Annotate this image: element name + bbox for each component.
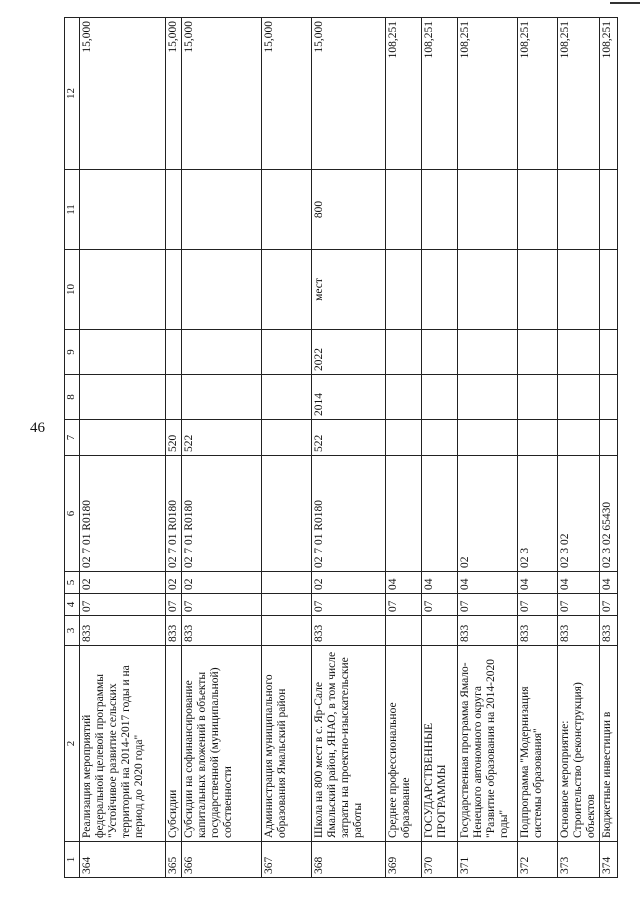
- cell-item-name: Субсидии: [166, 646, 182, 842]
- cell-item-name: Подпрограмма "Модернизация системы образования": [518, 646, 558, 842]
- column-header-6: 6: [65, 456, 80, 572]
- cell-start-year: [262, 375, 312, 420]
- cell-item-name: Государственная программа Ямало-Ненецкого автономного округа "Развитие образования на 2014-2020 годы": [458, 646, 518, 842]
- cell-section-code: 07: [166, 594, 182, 616]
- cell-start-year: [600, 375, 618, 420]
- cell-amount: 15,000: [262, 18, 312, 170]
- cell-subsection-code: 02: [182, 572, 262, 594]
- cell-amount: 108,251: [458, 18, 518, 170]
- cell-amount: 15,000: [80, 18, 166, 170]
- cell-end-year: [166, 330, 182, 375]
- cell-capacity: [182, 170, 262, 250]
- cell-amount: 15,000: [182, 18, 262, 170]
- table-row: [312, 18, 386, 878]
- table-row: [458, 18, 518, 878]
- cell-expense-type: [386, 420, 422, 456]
- cell-capacity: [166, 170, 182, 250]
- cell-expense-type: [422, 420, 458, 456]
- cell-capacity: [558, 170, 600, 250]
- table-row: [166, 18, 182, 878]
- cell-amount: 15,000: [166, 18, 182, 170]
- cell-unit: [182, 250, 262, 330]
- cell-capacity: [458, 170, 518, 250]
- cell-code-833: 833: [558, 616, 600, 646]
- cell-start-year: [458, 375, 518, 420]
- cell-amount: 108,251: [558, 18, 600, 170]
- column-header-9: 9: [65, 330, 80, 375]
- cell-end-year: [558, 330, 600, 375]
- cell-section-code: 07: [182, 594, 262, 616]
- cell-start-year: [558, 375, 600, 420]
- cell-row-number: 372: [518, 842, 558, 878]
- cell-target-article: 02 7 01 R0180: [80, 456, 166, 572]
- cell-capacity: [600, 170, 618, 250]
- cell-item-name: Субсидии на софинансирование капитальных вложений в объекты государственной (муниципальной) собственности: [182, 646, 262, 842]
- cell-target-article: [386, 456, 422, 572]
- column-header-5: 5: [65, 572, 80, 594]
- cell-code-833: 833: [166, 616, 182, 646]
- cell-amount: 108,251: [386, 18, 422, 170]
- cell-end-year: [422, 330, 458, 375]
- column-header-10: 10: [65, 250, 80, 330]
- cell-start-year: [80, 375, 166, 420]
- cell-end-year: [458, 330, 518, 375]
- cell-expense-type: 520: [166, 420, 182, 456]
- cell-row-number: 371: [458, 842, 518, 878]
- cell-row-number: 365: [166, 842, 182, 878]
- cell-expense-type: [80, 420, 166, 456]
- cell-amount: 108,251: [600, 18, 618, 170]
- cell-code-833: 833: [518, 616, 558, 646]
- cell-code-833: [386, 616, 422, 646]
- cell-unit: [518, 250, 558, 330]
- cell-capacity: [262, 170, 312, 250]
- cell-end-year: [518, 330, 558, 375]
- cell-subsection-code: 02: [312, 572, 386, 594]
- cell-code-833: [422, 616, 458, 646]
- cell-unit: [262, 250, 312, 330]
- cell-subsection-code: 04: [458, 572, 518, 594]
- cell-target-article: 02 7 01 R0180: [166, 456, 182, 572]
- cell-amount: 108,251: [422, 18, 458, 170]
- cell-item-name: Администрация муниципального образования Ямальский район: [262, 646, 312, 842]
- column-header-3: 3: [65, 616, 80, 646]
- cell-start-year: [386, 375, 422, 420]
- table-row: [518, 18, 558, 878]
- cell-subsection-code: [262, 572, 312, 594]
- cell-section-code: 07: [312, 594, 386, 616]
- cell-section-code: 07: [422, 594, 458, 616]
- cell-unit: мест: [312, 250, 386, 330]
- cell-subsection-code: 04: [422, 572, 458, 594]
- table-row: [386, 18, 422, 878]
- table-body: [80, 18, 618, 878]
- cell-end-year: [262, 330, 312, 375]
- column-header-2: 2: [65, 646, 80, 842]
- cell-code-833: 833: [600, 616, 618, 646]
- table-row: [558, 18, 600, 878]
- cell-code-833: 833: [80, 616, 166, 646]
- cell-end-year: 2022: [312, 330, 386, 375]
- cell-code-833: 833: [458, 616, 518, 646]
- cell-end-year: [80, 330, 166, 375]
- cell-start-year: 2014: [312, 375, 386, 420]
- cell-start-year: [422, 375, 458, 420]
- column-header-12: 12: [65, 18, 80, 170]
- cell-row-number: 368: [312, 842, 386, 878]
- cell-code-833: 833: [312, 616, 386, 646]
- cell-expense-type: [458, 420, 518, 456]
- cell-target-article: [422, 456, 458, 572]
- cell-section-code: 07: [558, 594, 600, 616]
- column-header-11: 11: [65, 170, 80, 250]
- cell-expense-type: [600, 420, 618, 456]
- cell-expense-type: [262, 420, 312, 456]
- budget-table: [64, 17, 618, 878]
- cell-expense-type: [518, 420, 558, 456]
- cell-unit: [386, 250, 422, 330]
- corner-mark: [610, 2, 640, 4]
- cell-section-code: 07: [600, 594, 618, 616]
- cell-target-article: 02 3 02 65430: [600, 456, 618, 572]
- cell-start-year: [182, 375, 262, 420]
- header-row: [65, 18, 80, 878]
- cell-row-number: 374: [600, 842, 618, 878]
- cell-unit: [458, 250, 518, 330]
- cell-row-number: 364: [80, 842, 166, 878]
- table-row: [80, 18, 166, 878]
- column-header-1: 1: [65, 842, 80, 878]
- cell-unit: [422, 250, 458, 330]
- cell-code-833: [262, 616, 312, 646]
- table-row: [182, 18, 262, 878]
- cell-item-name: Среднее профессиональное образование: [386, 646, 422, 842]
- cell-start-year: [518, 375, 558, 420]
- cell-row-number: 370: [422, 842, 458, 878]
- cell-item-name: Бюджетные инвестиции в: [600, 646, 618, 842]
- cell-section-code: 07: [386, 594, 422, 616]
- cell-section-code: 07: [458, 594, 518, 616]
- cell-code-833: 833: [182, 616, 262, 646]
- cell-target-article: 02 3 02: [558, 456, 600, 572]
- table-row: [600, 18, 618, 878]
- cell-row-number: 366: [182, 842, 262, 878]
- cell-target-article: [262, 456, 312, 572]
- table-row: [422, 18, 458, 878]
- cell-unit: [166, 250, 182, 330]
- cell-section-code: 07: [518, 594, 558, 616]
- cell-start-year: [166, 375, 182, 420]
- cell-target-article: 02 7 01 R0180: [312, 456, 386, 572]
- cell-target-article: 02: [458, 456, 518, 572]
- cell-target-article: 02 3: [518, 456, 558, 572]
- column-header-7: 7: [65, 420, 80, 456]
- cell-subsection-code: 04: [600, 572, 618, 594]
- cell-capacity: 800: [312, 170, 386, 250]
- cell-section-code: [262, 594, 312, 616]
- cell-row-number: 369: [386, 842, 422, 878]
- cell-item-name: Основное мероприятие: Строительство (реконструкция) объектов: [558, 646, 600, 842]
- cell-end-year: [182, 330, 262, 375]
- cell-subsection-code: 02: [80, 572, 166, 594]
- cell-end-year: [386, 330, 422, 375]
- cell-subsection-code: 04: [386, 572, 422, 594]
- column-header-4: 4: [65, 594, 80, 616]
- cell-expense-type: [558, 420, 600, 456]
- column-header-8: 8: [65, 375, 80, 420]
- rotated-table-container: [64, 18, 613, 878]
- table-frame: [64, 18, 613, 878]
- cell-row-number: 367: [262, 842, 312, 878]
- cell-expense-type: 522: [312, 420, 386, 456]
- page-number: 46: [30, 420, 45, 436]
- cell-capacity: [80, 170, 166, 250]
- cell-item-name: Школа на 800 мест в с. Яр-Сале Ямальский район, ЯНАО, в том числе затраты на проектно-изыскательские работы: [312, 646, 386, 842]
- cell-subsection-code: 04: [558, 572, 600, 594]
- cell-capacity: [518, 170, 558, 250]
- cell-section-code: 07: [80, 594, 166, 616]
- cell-row-number: 373: [558, 842, 600, 878]
- cell-target-article: 02 7 01 R0180: [182, 456, 262, 572]
- cell-amount: 15,000: [312, 18, 386, 170]
- cell-unit: [558, 250, 600, 330]
- table-row: [262, 18, 312, 878]
- cell-end-year: [600, 330, 618, 375]
- cell-subsection-code: 02: [166, 572, 182, 594]
- cell-item-name: ГОСУДАРСТВЕННЫЕ ПРОГРАММЫ: [422, 646, 458, 842]
- cell-amount: 108,251: [518, 18, 558, 170]
- cell-unit: [80, 250, 166, 330]
- cell-item-name: Реализация мероприятий федеральной целевой программы "Устойчивое развитие сельских территорий на 2014-2017 годы и на период до 2020 года": [80, 646, 166, 842]
- cell-expense-type: 522: [182, 420, 262, 456]
- cell-unit: [600, 250, 618, 330]
- cell-subsection-code: 04: [518, 572, 558, 594]
- cell-capacity: [386, 170, 422, 250]
- cell-capacity: [422, 170, 458, 250]
